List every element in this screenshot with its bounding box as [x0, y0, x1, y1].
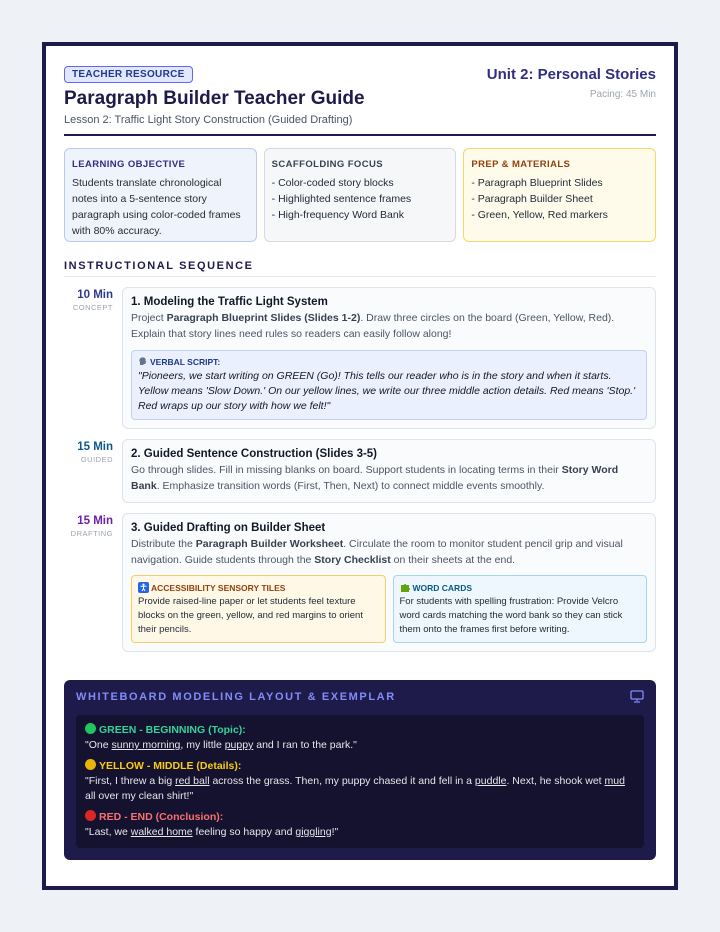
step-duration: 15 Min: [77, 515, 113, 527]
green-heading: GREEN - BEGINNING (Topic):: [85, 723, 635, 736]
pacing-label: Pacing: 45 Min: [589, 89, 656, 100]
objective-text: Students translate chronological notes into a 5-sentence story paragraph using color-coded frames with 80% accuracy.: [72, 177, 241, 237]
sequence-step: [64, 513, 656, 652]
scaffolding-item: - High-frequency Word Bank: [271, 209, 404, 221]
sequence-step: [64, 439, 656, 503]
red-heading: RED - END (Conclusion):: [85, 810, 635, 823]
lesson-subtitle: Lesson 2: Traffic Light Story Construction (Guided Drafting): [64, 114, 353, 126]
word-cards-tip: [393, 575, 648, 643]
tip-text: Provide raised-line paper or let students feel texture blocks on the green, yellow, and red margins to orient their pencils.: [138, 596, 363, 635]
yellow-exemplar: "First, I threw a big red ball across the grass. Then, my puppy chased it and fell in a puddle. Next, he shook wet mud all over my clean shirt!": [85, 775, 625, 802]
scaffolding-card: [264, 148, 457, 242]
step-card: [122, 513, 656, 652]
step-description: Project Paragraph Blueprint Slides (Slides 1-2). Draw three circles on the board (Green, Yellow, Red). Explain that story lines need rules so readers can easily follow along!: [131, 312, 615, 340]
guide-page: [42, 42, 678, 890]
whiteboard-header: [76, 690, 644, 703]
step-description: Distribute the Paragraph Builder Worksheet. Circulate the room to monitor student pencil grip and visual navigation. Guide students through the Story Checklist on their sheets at the end.: [131, 538, 623, 566]
step-card: [122, 439, 656, 503]
materials-item: - Green, Yellow, Red markers: [471, 209, 608, 221]
step-phase: DRAFTING: [70, 529, 113, 538]
exemplar-box: [76, 715, 644, 848]
materials-heading: PREP & MATERIALS: [471, 159, 571, 170]
scaffolding-item: - Color-coded story blocks: [271, 177, 394, 189]
materials-card: [463, 148, 656, 242]
speaking-head-icon: [138, 356, 148, 366]
step-title: 1. Modeling the Traffic Light System: [131, 296, 328, 308]
objective-heading: LEARNING OBJECTIVE: [72, 159, 186, 170]
puzzle-icon: [400, 582, 411, 593]
bold-term: Story Word Bank: [131, 464, 619, 492]
step-card: [122, 287, 656, 429]
objective-card: [64, 148, 257, 242]
resource-badge: TEACHER RESOURCE: [64, 66, 193, 83]
overview-cards: [64, 148, 656, 242]
materials-item: - Paragraph Blueprint Slides: [471, 177, 603, 189]
red-circle-icon: [85, 810, 96, 821]
page-title: Paragraph Builder Teacher Guide: [64, 88, 365, 109]
step-phase: GUIDED: [80, 455, 113, 464]
unit-title: Unit 2: Personal Stories: [486, 66, 656, 83]
step-description: Go through slides. Fill in missing blanks on board. Support students in locating terms in their Story Word Bank. Emphasize transition words (First, Then, Next) to connect middle events smoothly.: [131, 464, 619, 492]
bold-term: Paragraph Builder Worksheet: [195, 538, 344, 550]
step-title: 2. Guided Sentence Construction (Slides 3-5): [131, 448, 378, 460]
step-duration: 10 Min: [77, 289, 113, 301]
verbal-script-box: [131, 350, 647, 420]
header-divider: [64, 134, 656, 136]
header-top: [64, 66, 656, 83]
support-tips: [131, 575, 647, 643]
bold-term: Story Checklist: [314, 554, 391, 566]
yellow-circle-icon: [85, 759, 96, 770]
scaffolding-item: - Highlighted sentence frames: [271, 193, 412, 205]
bold-term: Paragraph Blueprint Slides (Slides 1-2): [166, 312, 361, 324]
script-heading: VERBAL SCRIPT:: [138, 356, 640, 367]
green-exemplar: "One sunny morning, my little puppy and I ran to the park.": [85, 739, 357, 751]
red-exemplar: "Last, we walked home feeling so happy and giggling!": [85, 826, 339, 838]
step-time: [64, 287, 122, 429]
sequence-heading: INSTRUCTIONAL SEQUENCE: [64, 260, 656, 277]
tip-heading: WORD CARDS: [400, 581, 641, 595]
monitor-icon: [630, 690, 644, 703]
materials-item: - Paragraph Builder Sheet: [471, 193, 593, 205]
sequence-step: [64, 287, 656, 429]
tip-text: For students with spelling frustration: Provide Velcro word cards matching the word bank so they can stick them onto the frames first before writing.: [399, 596, 623, 635]
script-text: "Pioneers, we start writing on GREEN (Go)! This tells our reader who is in the story and when it starts. Yellow means 'Slow Down.' On our yellow lines, we write our three middle action details. Red means 'Stop.' Red wraps up our story with how we felt!": [138, 370, 636, 412]
whiteboard-title: WHITEBOARD MODELING LAYOUT & EXEMPLAR: [76, 690, 396, 703]
step-title: 3. Guided Drafting on Builder Sheet: [131, 522, 326, 534]
scaffolding-heading: SCAFFOLDING FOCUS: [271, 159, 383, 170]
step-duration: 15 Min: [77, 441, 113, 453]
yellow-heading: YELLOW - MIDDLE (Details):: [85, 759, 635, 772]
green-circle-icon: [85, 723, 96, 734]
whiteboard-panel: [64, 680, 656, 860]
accessibility-icon: [138, 582, 149, 593]
tip-heading: ACCESSIBILITY SENSORY TILES: [138, 581, 379, 595]
step-time: [64, 439, 122, 503]
step-phase: CONCEPT: [72, 303, 113, 312]
title-row: [64, 88, 656, 110]
accessibility-tip: [131, 575, 386, 643]
step-time: [64, 513, 122, 652]
